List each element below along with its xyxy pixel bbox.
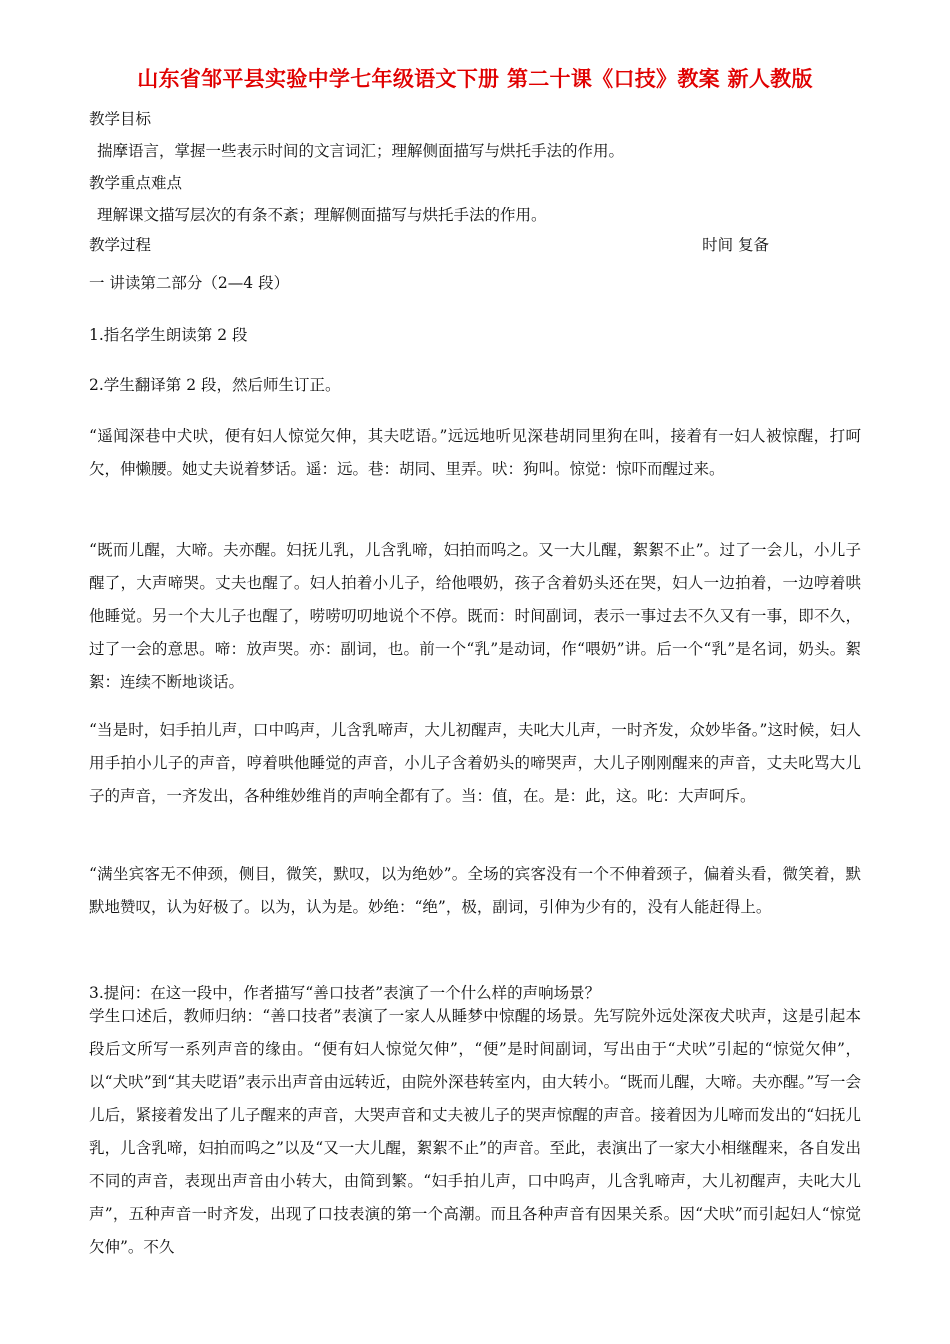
key-points-text: 理解课文描写层次的有条不紊；理解侧面描写与烘托手法的作用。: [97, 206, 547, 224]
step-1: 1.指名学生朗读第 2 段: [89, 326, 248, 344]
step-2: 2.学生翻译第 2 段，然后师生订正。: [89, 376, 341, 394]
process-right-label: 时间 复备: [702, 236, 769, 254]
paragraph-1: “遥闻深巷中犬吠，便有妇人惊觉欠伸，其夫呓语。”远远地听见深巷胡同里狗在叫，接着有一妇人被惊醒，打呵欠，伸懒腰。她丈夫说着梦话。遥：远。巷：胡同、里弄。吠：狗叫。惊觉：惊吓而醒过来。: [89, 427, 861, 478]
step-3: 3.提问：在这一段中，作者描写“善口技者”表演了一个什么样的声响场景？: [89, 984, 601, 1002]
key-points-heading: 教学重点难点: [89, 174, 183, 192]
part-one-heading: 一 讲读第二部分（2—4 段）: [89, 274, 290, 292]
process-heading: 教学过程: [89, 236, 152, 254]
process-heading-row: [89, 234, 769, 256]
paragraph-4: “满坐宾客无不伸颈，侧目，微笑，默叹，以为绝妙”。全场的宾客没有一个不伸着颈子，偏着头看，微笑着，默默地赞叹，认为好极了。以为，认为是。妙绝：“绝”，极，副词，引伸为少有的，没有人能赶得上。: [89, 865, 861, 916]
goals-heading: 教学目标: [89, 110, 152, 128]
goals-text: 揣摩语言，掌握一些表示时间的文言词汇；理解侧面描写与烘托手法的作用。: [97, 142, 625, 160]
paragraph-5: 学生口述后，教师归纳：“善口技者”表演了一家人从睡梦中惊醒的场景。先写院外远处深夜犬吠声，这是引起本段后文所写一系列声音的缘由。“便有妇人惊觉欠伸”，“便”是时间副词，写出由于“犬吠”引起的“惊觉欠伸”，以“犬吠”到“其夫呓语”表示出声音由远转近，由院外深巷转室内，由大转小。“既而儿醒，大啼。夫亦醒。”写一会儿后，紧接着发出了儿子醒来的声音，大哭声音和丈夫被儿子的哭声惊醒的声音。接着因为儿啼而发出的“妇抚儿乳，儿含乳啼，妇拍而呜之”以及“又一大儿醒，絮絮不止”的声音。至此，表演出了一家大小相继醒来，各自发出不同的声音，表现出声音由小转大，由简到繁。“妇手拍儿声，口中呜声，儿含乳啼声，大儿初醒声，夫叱大儿声”，五种声音一时齐发，出现了口技表演的第一个高潮。而且各种声音有因果关系。因“犬吠”而引起妇人“惊觉欠伸”。不久: [89, 1007, 861, 1256]
paragraph-2: “既而儿醒，大啼。夫亦醒。妇抚儿乳，儿含乳啼，妇拍而呜之。又一大儿醒，絮絮不止”。过了一会儿，小儿子醒了，大声啼哭。丈夫也醒了。妇人拍着小儿子，给他喂奶，孩子含着奶头还在哭，妇人一边拍着，一边哼着哄他睡觉。另一个大儿子也醒了，唠唠叨叨地说个不停。既而：时间副词，表示一事过去不久又有一事，即不久，过了一会的意思。啼：放声哭。亦：副词，也。前一个“乳”是动词，作“喂奶”讲。后一个“乳”是名词，奶头。絮絮：连续不断地谈话。: [89, 541, 861, 691]
paragraph-3: “当是时，妇手拍儿声，口中呜声，儿含乳啼声，大儿初醒声，夫叱大儿声，一时齐发，众妙毕备。”这时候，妇人用手拍小儿子的声音，哼着哄他睡觉的声音，小儿子含着奶头的啼哭声，大儿子刚刚醒来的声音，丈夫叱骂大儿子的声音，一齐发出，各种维妙维肖的声响全都有了。当：值，在。是：此，这。叱：大声呵斥。: [89, 721, 861, 805]
document-title: 山东省邹平县实验中学七年级语文下册 第二十课《口技》教案 新人教版: [137, 67, 813, 91]
